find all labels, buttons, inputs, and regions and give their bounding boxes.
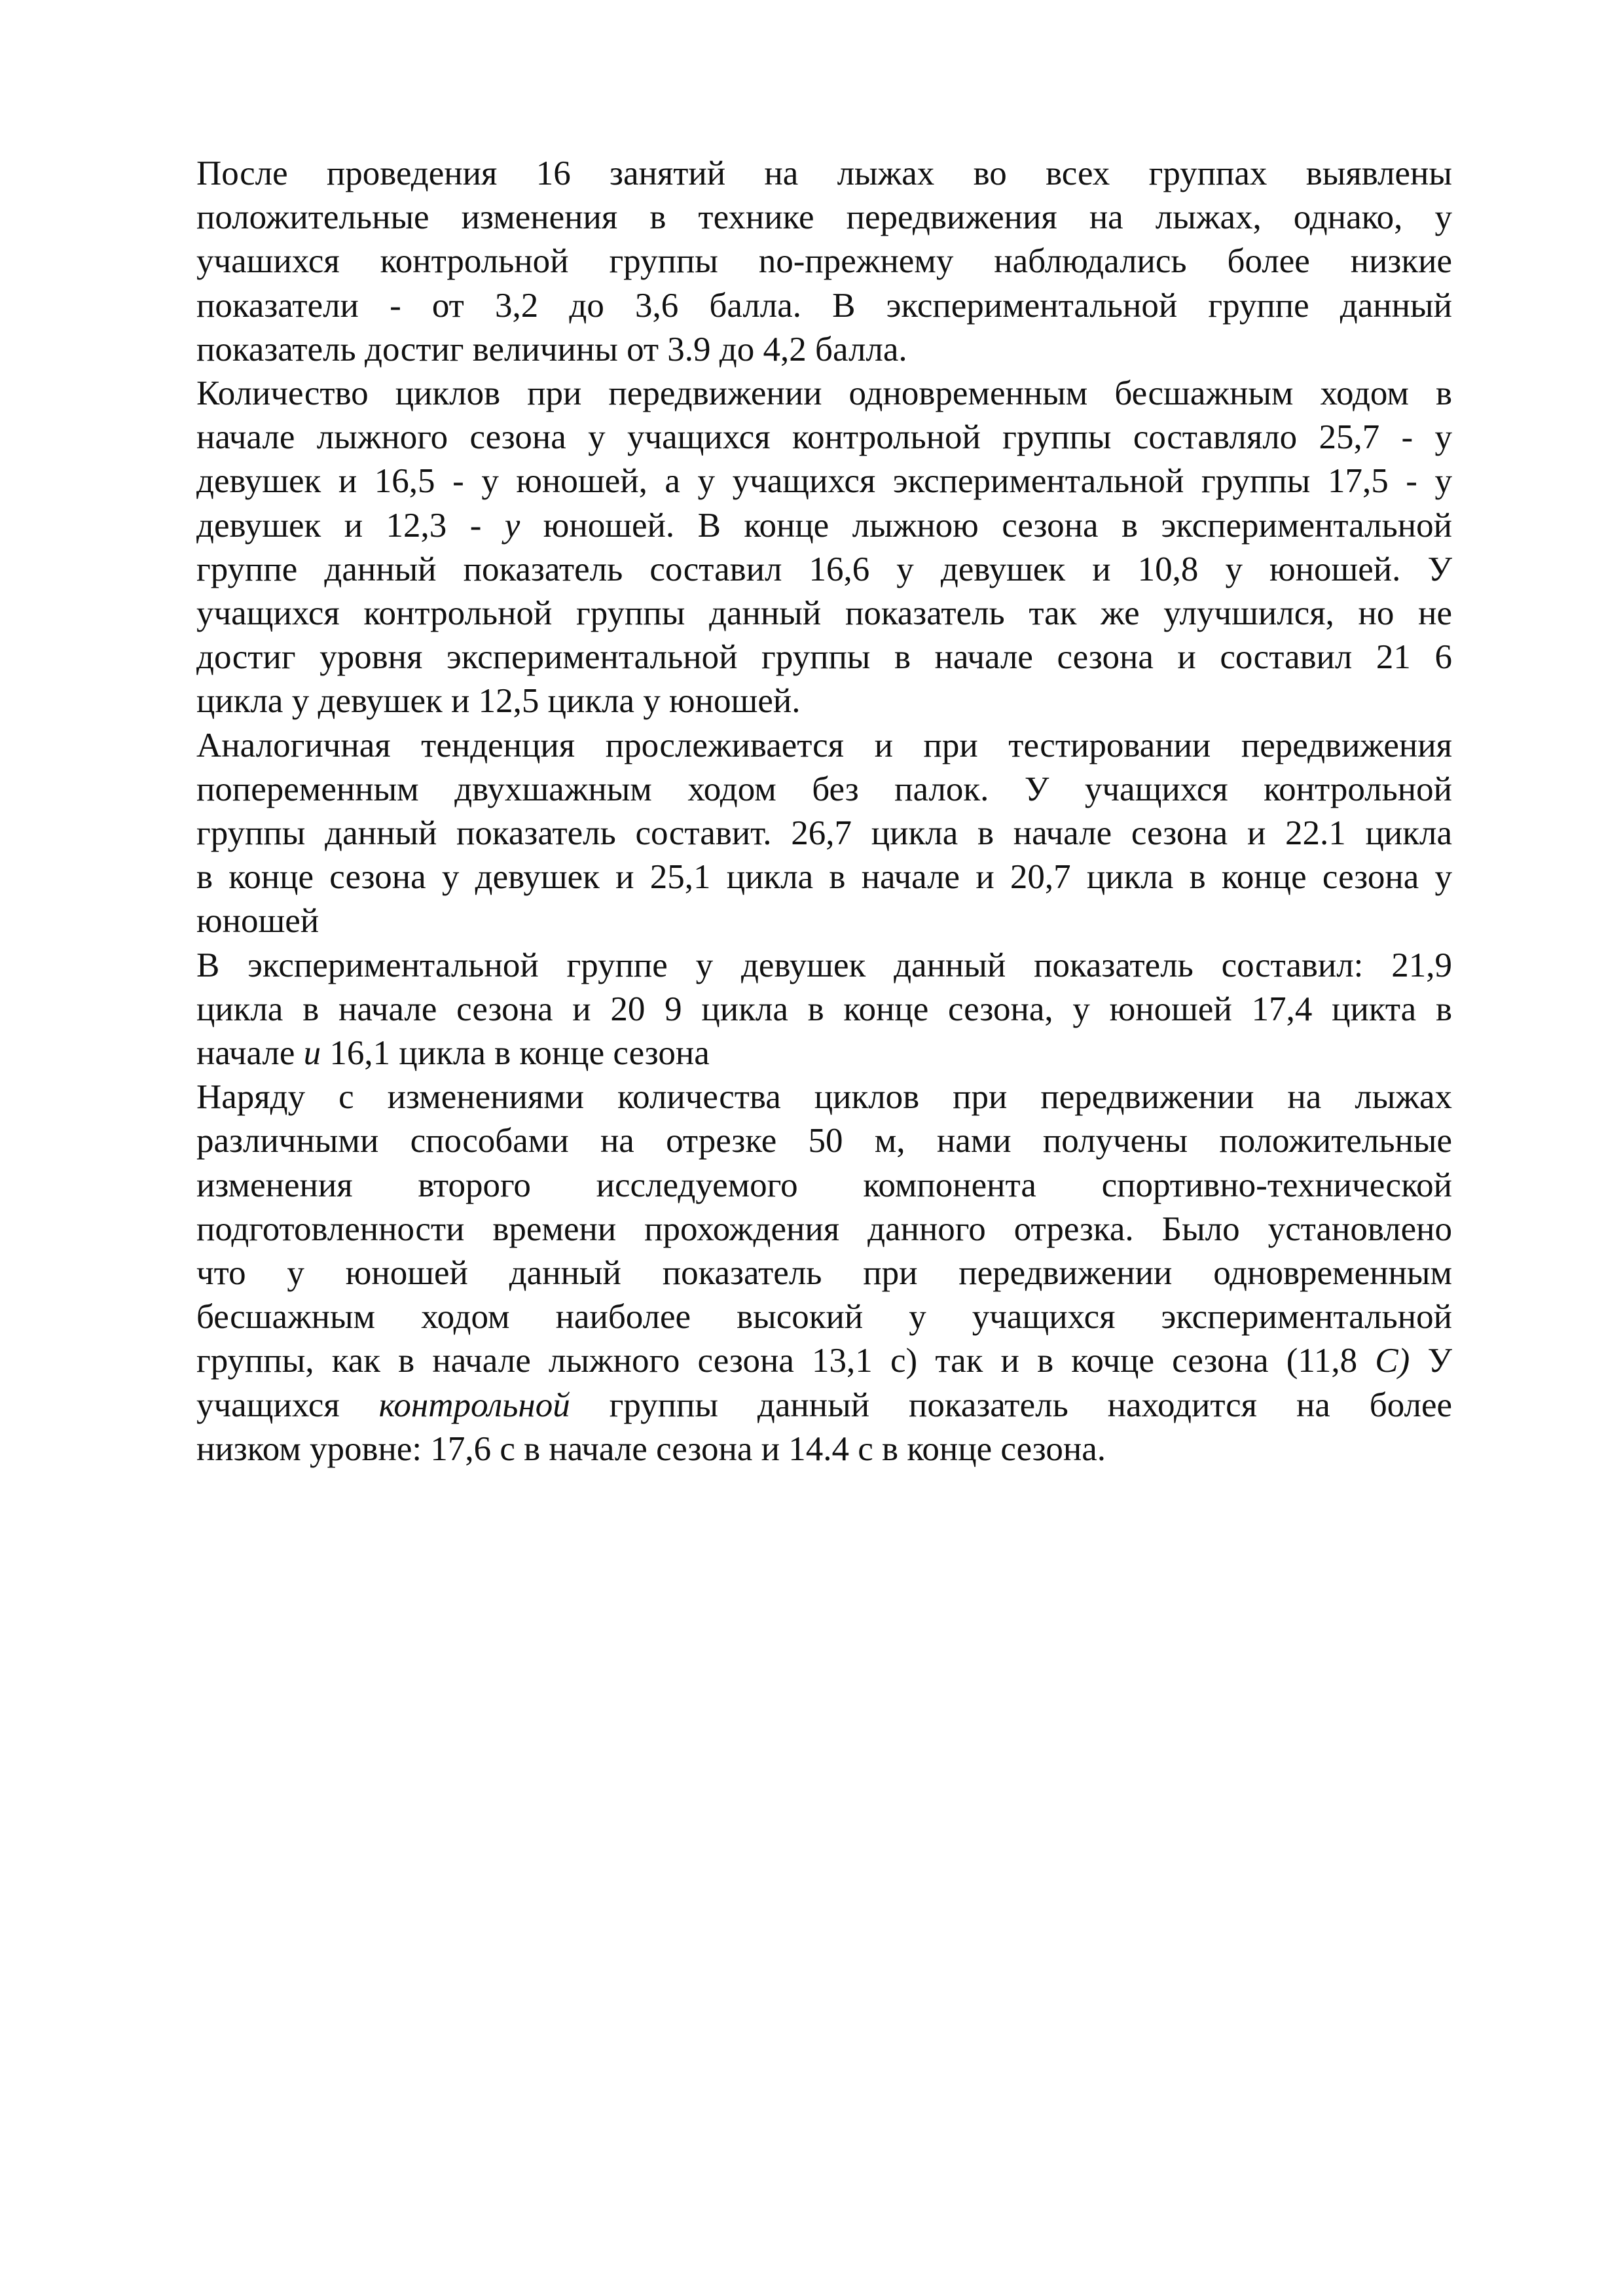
text-line: [196, 504, 1452, 548]
paragraph: [196, 1075, 1452, 1471]
italic-text-segment: контрольной: [378, 1386, 570, 1424]
text-line: [196, 1031, 1452, 1075]
italic-text-segment: и: [303, 1034, 321, 1073]
text-segment: начале: [196, 1034, 304, 1073]
text-line: юношей: [196, 902, 319, 941]
text-line: низком уровне: 17,6 с в начале сезона и 14.4 с в конце сезона.: [196, 1429, 1106, 1468]
text-line: Количество циклов при передвижении одновременным бесшажным ходом в: [196, 374, 1452, 413]
text-line: подготовленности времени прохождения данного отрезка. Было установлено: [196, 1210, 1452, 1248]
text-line: начале лыжного сезона у учащихся контрольной группы составляло 25,7 - у: [196, 418, 1452, 457]
document-body: [196, 152, 1452, 1471]
text-line: показатели - от 3,2 до 3,6 балла. В экспериментальной группе данный: [196, 286, 1452, 325]
text-segment: 16,1 цикла в конце сезона: [321, 1034, 710, 1073]
text-segment: учащихся: [196, 1386, 379, 1424]
text-line: цикла у девушек и 12,5 цикла у юношей.: [196, 682, 801, 721]
text-line: группы данный показатель составит. 26,7 цикла в начале сезона и 22.1 цикла: [196, 814, 1452, 853]
text-segment: девушек и 12,3 -: [196, 506, 505, 545]
text-line: в конце сезона у девушек и 25,1 цикла в начале и 20,7 цикла в конце сезона у: [196, 858, 1452, 897]
text-line: различными способами на отрезке 50 м, нами получены положительные: [196, 1122, 1452, 1160]
text-line: что у юношей данный показатель при передвижении одновременным: [196, 1254, 1452, 1293]
text-line: изменения второго исследуемого компонента спортивно-технической: [196, 1166, 1452, 1204]
italic-text-segment: у: [504, 506, 520, 545]
text-segment: группы данный показатель находится на более: [570, 1386, 1453, 1424]
text-line: достиг уровня экспериментальной группы в начале сезона и составил 21 6: [196, 638, 1452, 677]
text-line: группе данный показатель составил 16,6 у девушек и 10,8 у юношей. У: [196, 550, 1452, 588]
text-line: бесшажным ходом наиболее высокий у учащихся экспериментальной: [196, 1298, 1452, 1336]
text-segment: группы, как в начале лыжного сезона 13,1 с) так и в кочце сезона (11,8: [196, 1342, 1376, 1380]
text-segment: У: [1410, 1342, 1452, 1380]
text-line: В экспериментальной группе у девушек данный показатель составил: 21,9: [196, 946, 1452, 984]
text-line: Аналогичная тенденция прослеживается и при тестировании передвижения: [196, 726, 1452, 764]
text-line: попеременным двухшажным ходом без палок. У учащихся контрольной: [196, 770, 1452, 808]
text-line: положительные изменения в технике передвижения на лыжах, однако, у: [196, 198, 1452, 237]
text-line: показатель достиг величины от 3.9 до 4,2 балла.: [196, 330, 907, 368]
paragraph: [196, 944, 1452, 1076]
paragraph: [196, 372, 1452, 724]
text-line: [196, 1339, 1452, 1383]
text-segment: юношей. В конце лыжною сезона в экспериментальной: [520, 506, 1452, 545]
text-line: цикла в начале сезона и 20 9 цикла в конце сезона, у юношей 17,4 цикта в: [196, 990, 1452, 1028]
paragraph: [196, 724, 1452, 944]
text-line: учашихся контрольной группы no-прежнему наблюдались более низкие: [196, 242, 1452, 281]
text-line: учащихся контрольной группы данный показатель так же улучшился, но не: [196, 594, 1452, 633]
text-line: девушек и 16,5 - у юношей, а у учащихся экспериментальной группы 17,5 - у: [196, 462, 1452, 501]
italic-text-segment: С): [1375, 1342, 1410, 1380]
paragraph: [196, 152, 1452, 372]
text-line: [196, 1384, 1452, 1427]
text-line: После проведения 16 занятий на лыжах во всех группах выявлены: [196, 154, 1452, 192]
text-line: Наряду с изменениями количества циклов при передвижении на лыжах: [196, 1078, 1452, 1117]
